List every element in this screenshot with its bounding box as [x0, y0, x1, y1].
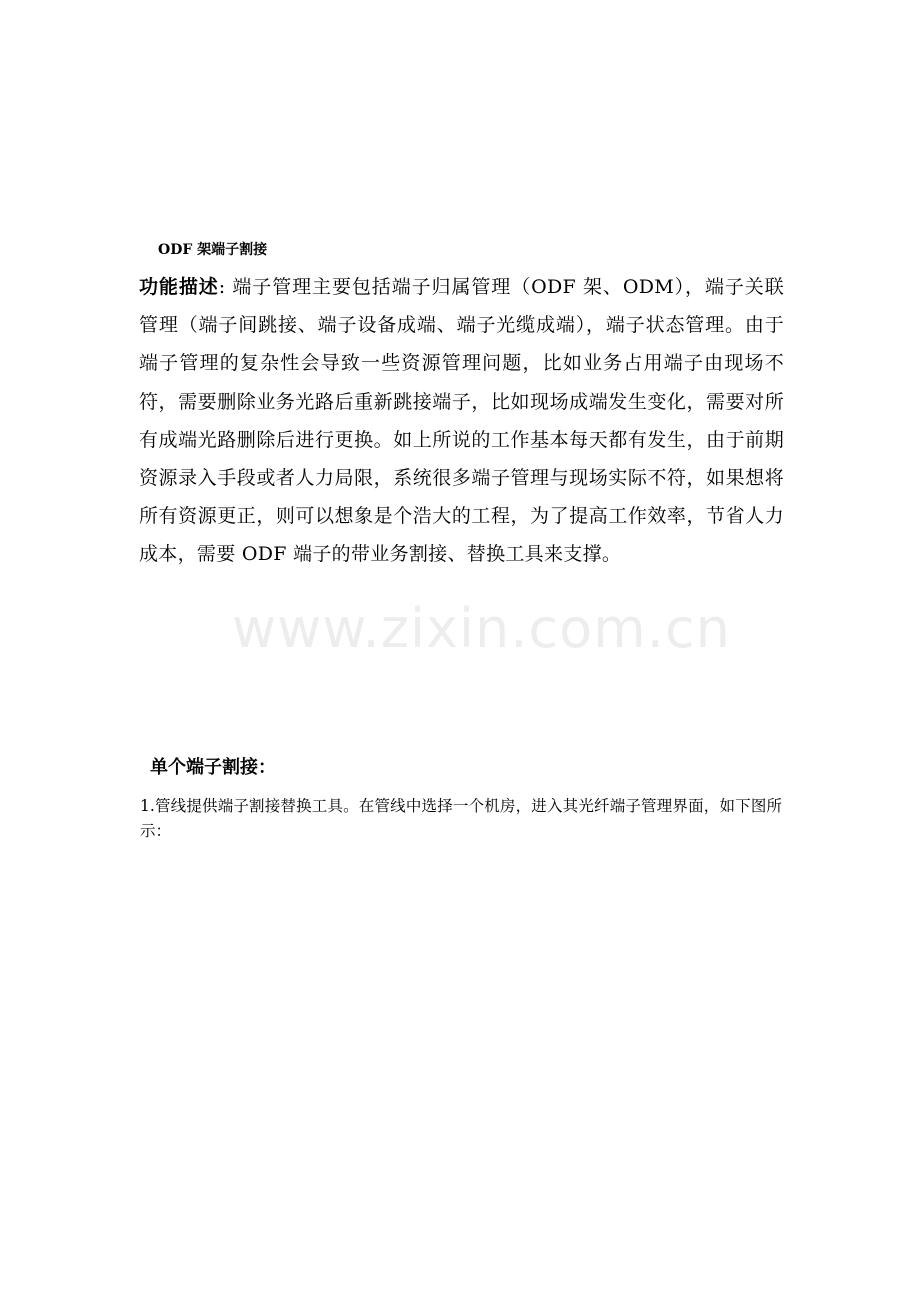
- watermark: www.zixin.com.cn: [232, 597, 731, 660]
- function-description: 功能描述: 端子管理主要包括端子归属管理（ODF 架、ODM），端子关联管理（端子间跳接、端子设备成端、端子光缆成端），端子状态管理。由于端子管理的复杂性会导致一些资源管理问题，比如业务占用端子由现场不符，需要删除业务光路后重新跳接端子，比如现场成端发生变化，需要对所有成端光路删除后进行更换。如上所说的工作基本每天都有发生，由于前期资源录入手段或者人力局限，系统很多端子管理与现场实际不符，如果想将所有资源更正，则可以想象是个浩大的工程，为了提高工作效率，节省人力成本，需要 ODF 端子的带业务割接、替换工具来支撑。: [139, 276, 785, 566]
- description-label: 功能描述: [139, 276, 219, 298]
- single-terminal-cutover-heading: 单个端子割接：: [150, 757, 276, 778]
- step-1-text: 1.管线提供端子割接替换工具。在管线中选择一个机房，进入其光纤端子管理界面，如下图所示：: [140, 797, 782, 840]
- section-title: ODF 架端子割接: [158, 242, 268, 258]
- description-text: 端子管理主要包括端子归属管理（ODF 架、ODM），端子关联管理（端子间跳接、端子设备成端、端子光缆成端），端子状态管理。由于端子管理的复杂性会导致一些资源管理问题，比如业务占用端子由现场不符，需要删除业务光路后重新跳接端子，比如现场成端发生变化，需要对所有成端光路删除后进行更换。如上所说的工作基本每天都有发生，由于前期资源录入手段或者人力局限，系统很多端子管理与现场实际不符，如果想将所有资源更正，则可以想象是个浩大的工程，为了提高工作效率，节省人力成本，需要 ODF 端子的带业务割接、替换工具来支撑。: [139, 276, 785, 566]
